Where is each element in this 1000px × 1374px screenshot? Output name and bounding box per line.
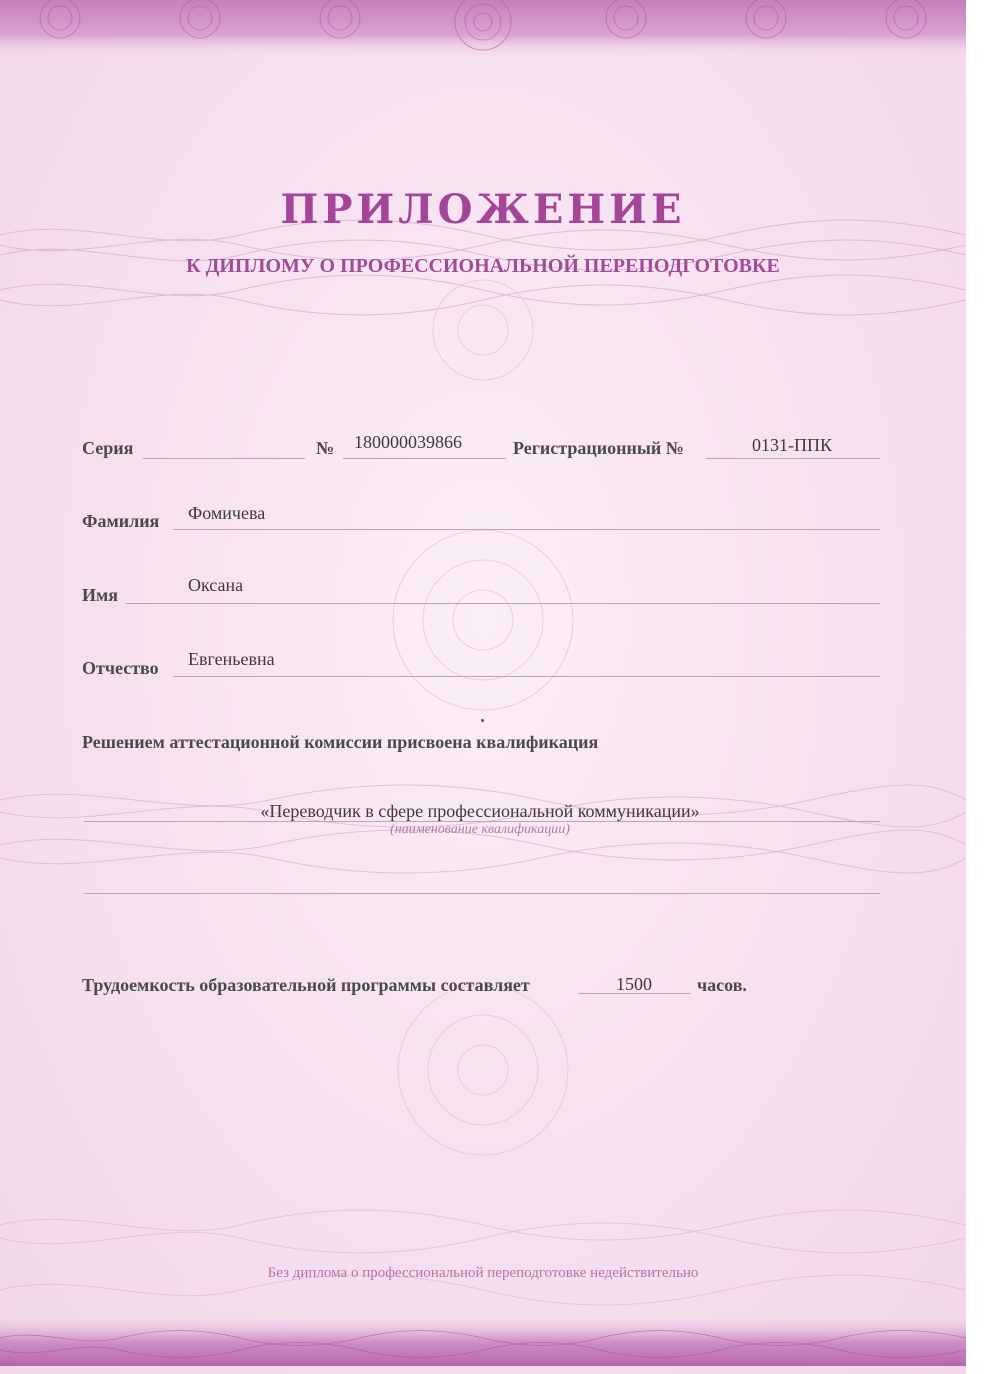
surname-label: Фамилия — [82, 511, 160, 531]
workload-prefix: Трудоемкость образовательной программы составляет — [82, 975, 530, 995]
scan-margin — [966, 0, 1000, 1374]
registration-label: Регистрационный № — [513, 438, 684, 458]
footer-note: Без диплома о профессиональной переподготовке недействительно — [267, 1265, 699, 1281]
name-value: Оксана — [188, 575, 244, 595]
top-ornament-band — [0, 0, 966, 58]
patronymic-value: Евгеньевна — [188, 649, 275, 669]
surname-underline — [173, 529, 880, 530]
qualification-value: «Переводчик в сфере профессиональной коммуникации» — [260, 801, 700, 821]
ink-dot — [481, 719, 484, 722]
registration-value: 0131-ППК — [752, 435, 832, 455]
workload-suffix: часов. — [697, 975, 747, 995]
qualification-caption: (наименование квалификации) — [390, 822, 570, 837]
number-value: 180000039866 — [354, 432, 462, 452]
document-title: ПРИЛОЖЕНИЕ — [280, 186, 686, 233]
name-underline — [126, 603, 880, 604]
qualification-extra-line — [84, 893, 880, 894]
document-subtitle: К ДИПЛОМУ О ПРОФЕССИОНАЛЬНОЙ ПЕРЕПОДГОТОВКЕ — [186, 255, 780, 277]
name-label: Имя — [82, 585, 118, 605]
series-underline — [143, 458, 305, 459]
number-underline — [343, 458, 506, 459]
registration-underline — [706, 458, 880, 459]
qualification-intro: Решением аттестационной комиссии присвоена квалификация — [82, 732, 599, 752]
workload-hours: 1500 — [616, 974, 652, 994]
series-label: Серия — [82, 438, 134, 458]
number-label: № — [316, 438, 335, 458]
surname-value: Фомичева — [188, 503, 266, 523]
watermark-rosettes — [393, 280, 573, 1155]
patronymic-label: Отчество — [82, 658, 159, 678]
workload-underline — [578, 993, 690, 994]
bottom-wave-lines — [0, 1210, 966, 1305]
patronymic-underline — [173, 676, 880, 677]
